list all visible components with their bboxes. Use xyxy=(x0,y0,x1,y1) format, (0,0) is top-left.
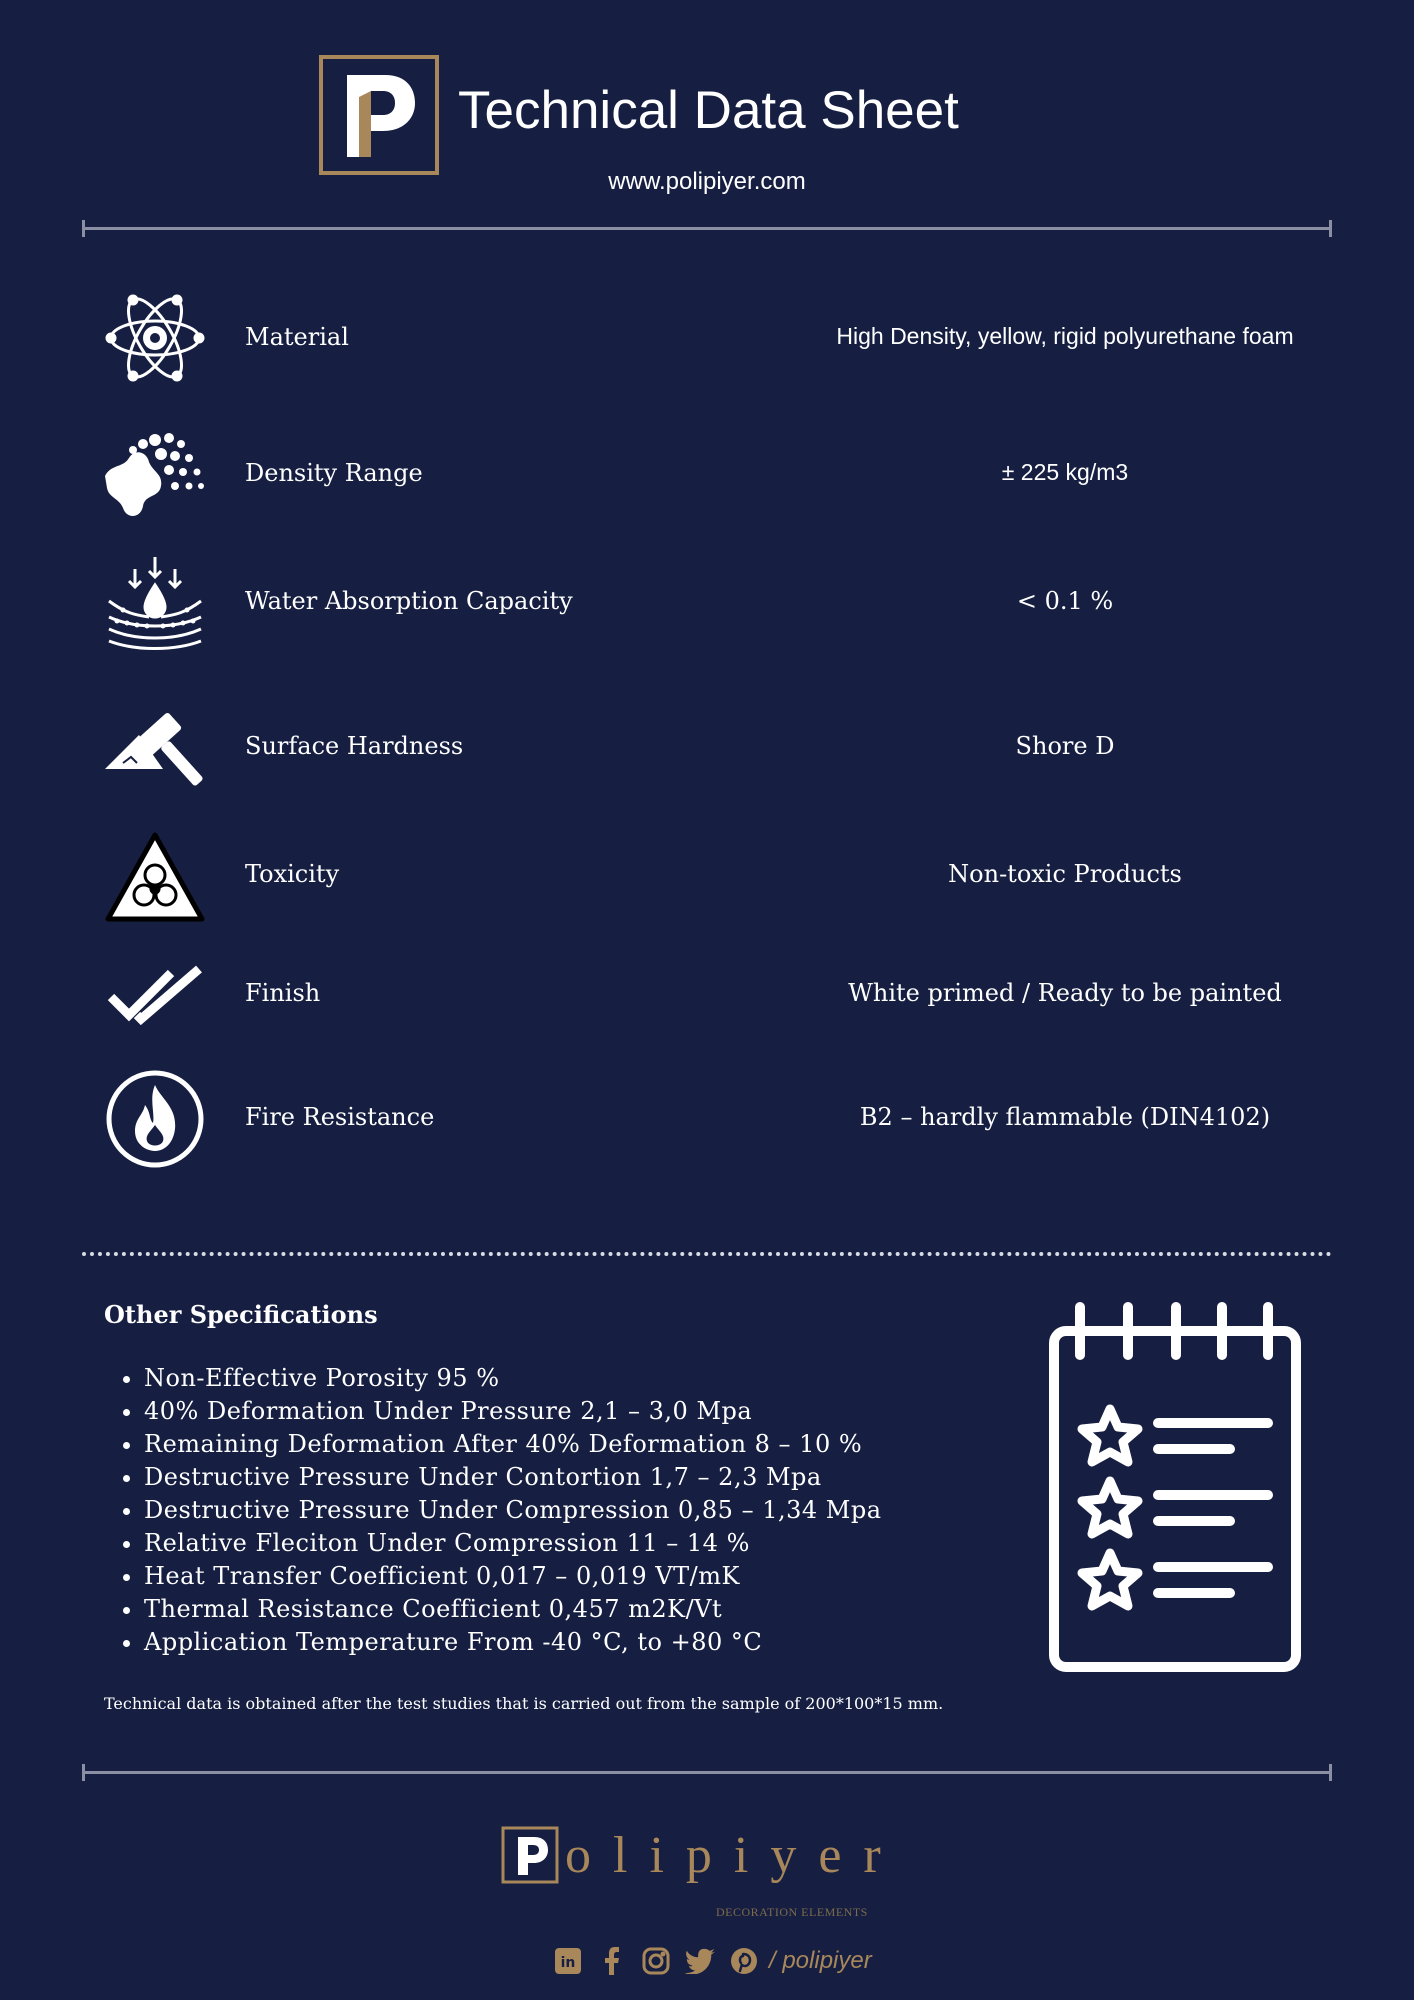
list-item: • Non-Effective Porosity 95 % xyxy=(144,1362,882,1395)
header-logo xyxy=(319,55,439,175)
list-item: • Remaining Deformation After 40% Deformation 8 – 10 % xyxy=(144,1428,882,1461)
spec-value-finish: White primed / Ready to be painted xyxy=(848,979,1282,1007)
spec-label-density: Density Range xyxy=(245,459,423,487)
biohazard-icon xyxy=(102,828,208,926)
other-specifications-list xyxy=(104,1362,882,1659)
checklist-clipboard-icon xyxy=(1040,1295,1310,1679)
facebook-icon[interactable] xyxy=(597,1946,627,1976)
footer-tagline: DECORATION ELEMENTS xyxy=(716,1905,868,1919)
twitter-icon[interactable] xyxy=(685,1946,715,1976)
spec-label-water-absorption: Water Absorption Capacity xyxy=(245,587,573,615)
pinterest-icon[interactable] xyxy=(729,1946,759,1976)
list-item: • 40% Deformation Under Pressure 2,1 – 3,0 Mpa xyxy=(144,1395,882,1428)
bottom-divider xyxy=(82,1771,1332,1774)
social-handle[interactable]: / polipiyer xyxy=(769,1947,872,1974)
spec-label-finish: Finish xyxy=(245,979,321,1007)
spec-value-toxicity: Non-toxic Products xyxy=(948,860,1182,888)
spec-label-fire-resistance: Fire Resistance xyxy=(245,1103,435,1131)
other-specifications-title: Other Specifications xyxy=(104,1300,378,1329)
list-item: • Destructive Pressure Under Compression 0,85 – 1,34 Mpa xyxy=(144,1494,882,1527)
list-item: • Relative Fleciton Under Compression 11 – 14 % xyxy=(144,1527,882,1560)
footer-brand-name: olipiyer xyxy=(565,1827,903,1884)
list-item: • Destructive Pressure Under Contortion 1,7 – 2,3 Mpa xyxy=(144,1461,882,1494)
footer-logo-mark xyxy=(500,1825,560,1889)
social-links xyxy=(553,1946,872,1976)
spec-value-surface-hardness: Shore D xyxy=(1015,732,1115,760)
page-title: Technical Data Sheet xyxy=(458,81,959,140)
fire-icon xyxy=(102,1068,208,1170)
spec-value-material: High Density, yellow, rigid polyurethane foam xyxy=(836,323,1294,349)
section-divider xyxy=(82,1252,1332,1256)
hammer-icon xyxy=(102,700,208,794)
spec-label-toxicity: Toxicity xyxy=(245,860,340,888)
density-particles-icon xyxy=(102,425,208,525)
svg-text:in: in xyxy=(560,1955,576,1971)
atom-icon xyxy=(102,285,208,391)
list-item: • Thermal Resistance Coefficient 0,457 m2K/Vt xyxy=(144,1593,882,1626)
spec-value-water-absorption: < 0.1 % xyxy=(1016,587,1114,615)
top-divider xyxy=(82,227,1332,230)
spec-value-fire-resistance: B2 – hardly flammable (DIN4102) xyxy=(859,1103,1271,1131)
spec-label-surface-hardness: Surface Hardness xyxy=(245,732,464,760)
double-check-icon xyxy=(102,955,208,1035)
instagram-icon[interactable] xyxy=(641,1946,671,1976)
spec-label-material: Material xyxy=(245,323,349,351)
list-item: • Application Temperature From -40 °C, to +80 °C xyxy=(144,1626,882,1659)
test-footnote: Technical data is obtained after the test studies that is carried out from the sample of 200*100*15 mm. xyxy=(104,1694,944,1713)
linkedin-icon[interactable] xyxy=(553,1946,583,1976)
spec-value-density: ± 225 kg/m3 xyxy=(1001,459,1129,485)
list-item: • Heat Transfer Coefficient 0,017 – 0,019 VT/mK xyxy=(144,1560,882,1593)
website-url[interactable]: www.polipiyer.com xyxy=(608,168,806,195)
water-drop-absorption-icon xyxy=(102,553,208,653)
